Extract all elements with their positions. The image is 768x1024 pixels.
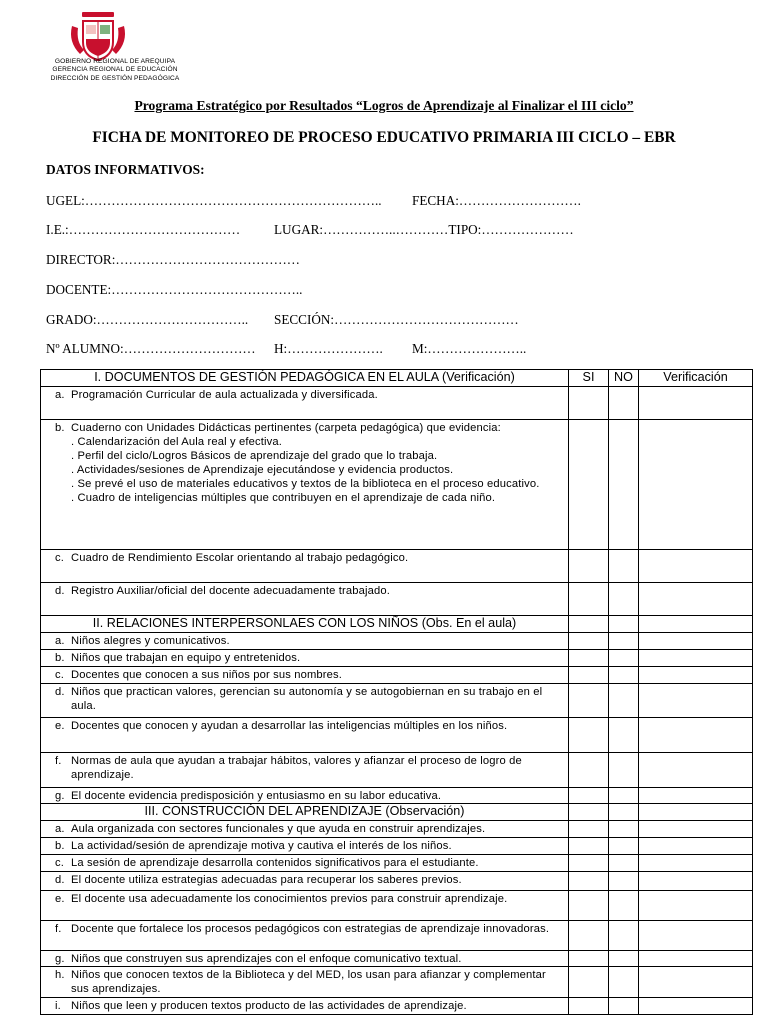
item-text: Aula organizada con sectores funcionales y que ayuda en construir aprendizajes.: [71, 823, 486, 835]
col-verificacion-header: Verificación: [639, 370, 753, 387]
item-letter: b.: [55, 652, 65, 664]
item-letter: a.: [55, 635, 65, 647]
verificacion-cell[interactable]: [639, 921, 753, 951]
section-1-title: I. DOCUMENTOS DE GESTIÓN PEDAGÓGICA EN EL AULA (Verificación): [41, 370, 569, 387]
no-cell[interactable]: [609, 753, 639, 788]
item-text: La actividad/sesión de aprendizaje motiva y cautiva el interés de los niños.: [71, 840, 452, 852]
program-title: Programa Estratégico por Resultados “Logros de Aprendizaje al Finalizar el III ciclo”: [134, 98, 634, 113]
verificacion-cell[interactable]: [639, 838, 753, 855]
no-cell[interactable]: [609, 387, 639, 420]
org-line-3: DIRECCIÓN DE GESTIÓN PEDAGÓGICA: [50, 74, 180, 82]
si-cell[interactable]: [569, 967, 609, 998]
item-text: El docente evidencia predisposición y entusiasmo en su labor educativa.: [71, 790, 442, 802]
table-row: [41, 998, 753, 1015]
si-cell[interactable]: [569, 855, 609, 872]
no-cell[interactable]: [609, 788, 639, 804]
item-text: Cuadro de Rendimiento Escolar orientando al trabajo pedagógico.: [71, 552, 409, 564]
item-letter: i.: [55, 1000, 61, 1012]
item-text: Niños que conocen textos de la Biblioteca y del MED, los usan para afianzar y complementar sus aprendizajes.: [71, 969, 546, 995]
datos-informativos-heading: DATOS INFORMATIVOS:: [46, 162, 205, 177]
no-cell[interactable]: [609, 633, 639, 650]
no-cell[interactable]: [609, 951, 639, 967]
si-cell[interactable]: [569, 872, 609, 891]
col-si-header: SI: [569, 370, 609, 387]
coat-of-arms-logo: [66, 12, 130, 62]
org-line-1: GOBIERNO REGIONAL DE AREQUIPA: [54, 58, 176, 65]
item-letter: d.: [55, 585, 65, 597]
item-subpoint: . Calendarización del Aula real y efectiva.: [71, 436, 283, 448]
monitoring-table: [40, 369, 753, 1015]
col-no-header: NO: [609, 370, 639, 387]
item-letter: g.: [55, 790, 65, 802]
table-row: [41, 855, 753, 872]
table-row: [41, 891, 753, 921]
table-row: [41, 872, 753, 891]
verificacion-cell[interactable]: [639, 821, 753, 838]
item-letter: c.: [55, 857, 65, 869]
si-cell[interactable]: [569, 387, 609, 420]
si-cell[interactable]: [569, 921, 609, 951]
table-row: [41, 667, 753, 684]
ugel-field[interactable]: UGEL:…………………………………………………………..: [46, 193, 382, 208]
item-letter: g.: [55, 953, 65, 965]
si-cell[interactable]: [569, 788, 609, 804]
si-cell[interactable]: [569, 420, 609, 550]
item-text: Niños que practican valores, gerencian su autonomía y se autogobiernan en su trabajo en el aula.: [71, 686, 543, 712]
si-cell[interactable]: [569, 718, 609, 753]
table-row: [41, 420, 753, 550]
verificacion-cell[interactable]: [639, 583, 753, 616]
m-field[interactable]: M:…………………..: [412, 341, 527, 356]
item-letter: e.: [55, 720, 65, 732]
item-letter: c.: [55, 669, 65, 681]
lugar-tipo-field[interactable]: LUGAR:……………..…………TIPO:…………………: [274, 222, 574, 237]
table-row: [41, 387, 753, 420]
si-cell[interactable]: [569, 684, 609, 718]
no-cell[interactable]: [609, 667, 639, 684]
item-text: Normas de aula que ayudan a trabajar hábitos, valores y afianzar el proceso de logro de aprendizaje.: [71, 755, 522, 781]
item-text: Niños que construyen sus aprendizajes con el enfoque comunicativo textual.: [71, 953, 462, 965]
item-letter: b.: [55, 422, 65, 434]
item-text: Niños alegres y comunicativos.: [71, 635, 230, 647]
verificacion-cell[interactable]: [639, 788, 753, 804]
verificacion-cell[interactable]: [639, 855, 753, 872]
table-row: [41, 967, 753, 998]
verificacion-cell[interactable]: [639, 951, 753, 967]
section-3-title: III. CONSTRUCCIÓN DEL APRENDIZAJE (Observación): [41, 804, 569, 821]
item-letter: a.: [55, 823, 65, 835]
table-row: [41, 753, 753, 788]
item-letter: b.: [55, 840, 65, 852]
organization-header: [50, 58, 180, 83]
no-cell[interactable]: [609, 821, 639, 838]
no-cell[interactable]: [609, 718, 639, 753]
grado-field[interactable]: GRADO:……………………………..: [46, 312, 249, 327]
alumno-field[interactable]: Nº ALUMNO:…………………………: [46, 341, 256, 356]
table-row: [41, 718, 753, 753]
item-text: Docentes que conocen y ayudan a desarrollar las inteligencias múltiples en los niños.: [71, 720, 508, 732]
verificacion-cell[interactable]: [639, 420, 753, 550]
item-letter: d.: [55, 686, 65, 698]
item-text: Programación Curricular de aula actualizada y diversificada.: [71, 389, 378, 401]
item-text: Cuaderno con Unidades Didácticas pertinentes (carpeta pedagógica) que evidencia:: [71, 422, 501, 434]
no-cell[interactable]: [609, 583, 639, 616]
item-text: Docentes que conocen a sus niños por sus nombres.: [71, 669, 343, 681]
item-letter: h.: [55, 969, 65, 981]
verificacion-cell[interactable]: [639, 633, 753, 650]
no-cell[interactable]: [609, 650, 639, 667]
no-cell[interactable]: [609, 891, 639, 921]
verificacion-cell[interactable]: [639, 550, 753, 583]
no-cell[interactable]: [609, 998, 639, 1015]
no-cell[interactable]: [609, 855, 639, 872]
section-header-row: [41, 804, 753, 821]
table-row: [41, 838, 753, 855]
si-cell[interactable]: [569, 583, 609, 616]
table-row: [41, 650, 753, 667]
item-text: El docente usa adecuadamente los conocimientos previos para construir aprendizaje.: [71, 893, 508, 905]
item-text: Niños que leen y producen textos producto de las actividades de aprendizaje.: [71, 1000, 467, 1012]
ie-field[interactable]: I.E.:…………………………………: [46, 222, 241, 237]
verificacion-cell[interactable]: [639, 967, 753, 998]
docente-field[interactable]: DOCENTE:……………………………………..: [46, 282, 303, 297]
item-letter: d.: [55, 874, 65, 886]
table-row: [41, 550, 753, 583]
table-row: [41, 821, 753, 838]
seccion-field[interactable]: SECCIÓN:……………………………………: [274, 312, 519, 327]
item-subpoint: . Se prevé el uso de materiales educativos y textos de la biblioteca en el proceso educativo.: [71, 478, 540, 490]
si-cell[interactable]: [569, 951, 609, 967]
no-cell[interactable]: [609, 967, 639, 998]
si-cell[interactable]: [569, 650, 609, 667]
item-text: Registro Auxiliar/oficial del docente adecuadamente trabajado.: [71, 585, 391, 597]
item-subpoint: . Perfil del ciclo/Logros Básicos de aprendizaje del grado que lo trabaja.: [71, 450, 438, 462]
h-field[interactable]: H:………………….: [274, 341, 383, 356]
item-text: Docente que fortalece los procesos pedagógicos con estrategias de aprendizaje innovadoras.: [71, 923, 550, 935]
si-cell[interactable]: [569, 998, 609, 1015]
table-row: [41, 633, 753, 650]
verificacion-cell[interactable]: [639, 718, 753, 753]
no-cell[interactable]: [609, 550, 639, 583]
verificacion-cell[interactable]: [639, 667, 753, 684]
no-cell[interactable]: [609, 420, 639, 550]
item-letter: c.: [55, 552, 65, 564]
si-cell[interactable]: [569, 838, 609, 855]
item-subpoint: . Cuadro de inteligencias múltiples que contribuyen en el aprendizaje de cada niño.: [71, 492, 496, 504]
section-header-row: [41, 370, 753, 387]
verificacion-cell[interactable]: [639, 684, 753, 718]
si-cell[interactable]: [569, 667, 609, 684]
item-subpoint: . Actividades/sesiones de Aprendizaje ejecutándose y evidencia productos.: [71, 464, 454, 476]
section-header-row: [41, 616, 753, 633]
table-row: [41, 951, 753, 967]
section-2-title: II. RELACIONES INTERPERSONLAES CON LOS NIÑOS (Obs. En el aula): [41, 616, 569, 633]
item-text: La sesión de aprendizaje desarrolla contenidos significativos para el estudiante.: [71, 857, 479, 869]
verificacion-cell[interactable]: [639, 891, 753, 921]
director-field[interactable]: DIRECTOR:……………………………………: [46, 252, 300, 267]
item-text: El docente utiliza estrategias adecuadas para recuperar los saberes previos.: [71, 874, 462, 886]
si-cell[interactable]: [569, 633, 609, 650]
table-row: [41, 583, 753, 616]
si-cell[interactable]: [569, 753, 609, 788]
table-row: [41, 788, 753, 804]
si-cell[interactable]: [569, 550, 609, 583]
verificacion-cell[interactable]: [639, 387, 753, 420]
table-row: [41, 921, 753, 951]
no-cell[interactable]: [609, 872, 639, 891]
form-title: FICHA DE MONITOREO DE PROCESO EDUCATIVO PRIMARIA III CICLO – EBR: [92, 129, 676, 146]
no-cell[interactable]: [609, 684, 639, 718]
table-row: [41, 684, 753, 718]
si-cell[interactable]: [569, 821, 609, 838]
si-cell[interactable]: [569, 891, 609, 921]
verificacion-cell[interactable]: [639, 753, 753, 788]
no-cell[interactable]: [609, 838, 639, 855]
item-letter: a.: [55, 389, 65, 401]
org-line-2: GERENCIA REGIONAL DE EDUCACIÓN: [52, 66, 178, 74]
item-letter: f.: [55, 755, 62, 767]
item-letter: e.: [55, 893, 65, 905]
no-cell[interactable]: [609, 921, 639, 951]
verificacion-cell[interactable]: [639, 998, 753, 1015]
verificacion-cell[interactable]: [639, 872, 753, 891]
item-text: Niños que trabajan en equipo y entretenidos.: [71, 652, 301, 664]
item-letter: f.: [55, 923, 62, 935]
verificacion-cell[interactable]: [639, 650, 753, 667]
fecha-field[interactable]: FECHA:……………………….: [412, 193, 581, 208]
